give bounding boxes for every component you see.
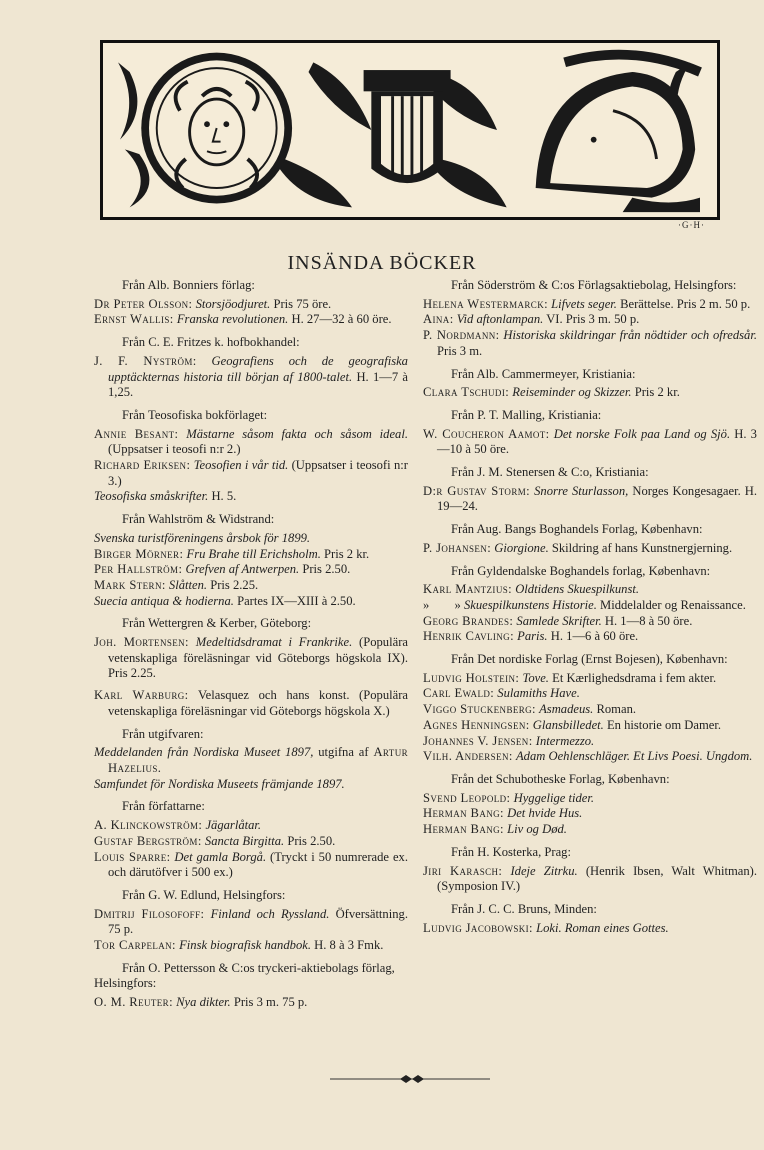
- book-entry: [94, 547, 408, 563]
- author: W. Coucheron Aamot:: [423, 426, 550, 441]
- book-title: Reiseminder og Skizzer.: [512, 385, 632, 400]
- book-details: utgifna af: [318, 745, 369, 760]
- page-title: INSÄNDA BÖCKER: [287, 252, 477, 274]
- book-details: Pris 2.25.: [210, 577, 259, 592]
- publisher-heading: Från Söderström & C:os Förlagsaktiebolag, Helsingfors:: [451, 278, 737, 292]
- book-details: Pris 3 m. 75 p.: [233, 995, 308, 1010]
- book-entry: [423, 822, 757, 838]
- author: Tor Carpelan:: [94, 938, 176, 953]
- book-entry: [423, 686, 757, 702]
- book-title: Meddelanden från Nordiska Museet 1897,: [94, 745, 314, 760]
- author: Ernst Wallis:: [94, 312, 174, 327]
- book-entry: [423, 312, 757, 328]
- book-entry: [94, 938, 408, 954]
- book-entry: [94, 777, 408, 793]
- book-title: Lifvets seger.: [551, 296, 617, 311]
- book-entry: [94, 354, 408, 401]
- publisher-heading: Från utgifvaren:: [122, 726, 204, 741]
- book-entry: [94, 818, 408, 834]
- author: P. Nordmann:: [423, 328, 500, 343]
- book-title: Det hvide Hus.: [507, 806, 583, 821]
- book-entry: [94, 850, 408, 881]
- book-entry: [94, 562, 408, 578]
- author: Dr Peter Olsson:: [94, 296, 193, 311]
- author: Karl Warburg:: [94, 688, 189, 703]
- book-details: H. 1—7 à 1,25.: [108, 369, 408, 400]
- book-entry: [94, 458, 408, 489]
- banner-illustration: [103, 43, 717, 217]
- book-details: (Populära vetenskapliga föreläsningar vid Göteborgs högskola IX). Pris 2.25.: [108, 635, 408, 681]
- book-entry: [94, 531, 408, 547]
- publisher-heading: Från det Schubotheske Forlag, København:: [451, 771, 670, 786]
- book-title: Det gamla Borgå.: [174, 849, 267, 864]
- lyre-icon: [364, 70, 451, 183]
- book-title: Fru Brahe till Erichsholm.: [186, 546, 321, 561]
- author: Henrik Cavling:: [423, 629, 514, 644]
- book-title: Finsk biografisk handbok.: [179, 938, 311, 953]
- book-title: Vid aftonlampan.: [456, 312, 544, 327]
- book-details: Partes IX—XIII à 2.50.: [237, 593, 356, 608]
- book-entry: [423, 702, 757, 718]
- publisher-heading: Från Teosofiska bokförlaget:: [122, 407, 268, 422]
- book-title: Sulamiths Have.: [497, 686, 580, 701]
- publisher-heading: Från Aug. Bangs Boghandels Forlag, København:: [451, 522, 703, 537]
- book-details: H. 3—10 à 50 öre.: [437, 426, 757, 457]
- book-title: Skuespilkunstens Historie.: [463, 597, 597, 612]
- publisher-heading: Från P. T. Malling, Kristiania:: [451, 407, 602, 422]
- author: Vilh. Andersen:: [423, 749, 513, 764]
- medusa-shield-icon: [141, 53, 292, 204]
- book-details: H. 1—8 à 50 öre.: [604, 613, 693, 628]
- publisher-heading: Från J. C. C. Bruns, Minden:: [451, 901, 597, 916]
- book-details: En historie om Damer.: [606, 717, 721, 732]
- book-entry: [94, 635, 408, 682]
- book-title: Liv og Død.: [507, 822, 567, 837]
- author: Mark Stern:: [94, 577, 166, 592]
- book-entry: [423, 671, 757, 687]
- book-title: Hyggelige tider.: [513, 790, 595, 805]
- book-title: Paris.: [517, 629, 548, 644]
- book-title: Franska revolutionen.: [176, 312, 289, 327]
- book-entry: [423, 614, 757, 630]
- book-title: Finland och Ryssland.: [210, 906, 330, 921]
- book-entry: [423, 718, 757, 734]
- author: Agnes Henningsen:: [423, 717, 530, 732]
- book-details: Pris 2 kr.: [634, 385, 680, 400]
- book-title: Samfundet för Nordiska Museets främjande 1897.: [94, 776, 345, 791]
- publisher-heading: Från Gyldendalske Boghandels forlag, København:: [451, 563, 711, 578]
- publisher-heading: Från Alb. Bonniers förlag:: [122, 278, 255, 292]
- book-title: Tove.: [522, 670, 549, 685]
- publisher-heading: Från J. M. Stenersen & C:o, Kristiania:: [451, 465, 649, 480]
- book-entry: [423, 297, 757, 313]
- book-entry: [94, 745, 408, 776]
- book-entry: [423, 541, 757, 557]
- book-details: Berättelse. Pris 2 m. 50 p.: [620, 296, 751, 311]
- book-title: Det norske Folk paa Land og Sjö.: [553, 426, 731, 441]
- book-entry: [94, 489, 408, 505]
- book-title: Snorre Sturlasson,: [534, 483, 629, 498]
- book-title: Intermezzo.: [535, 733, 595, 748]
- author: Dmitrij Filosofoff:: [94, 906, 205, 921]
- book-title: Slåtten.: [168, 577, 208, 592]
- author: A. Klinckowström:: [94, 818, 203, 833]
- author: Carl Ewald:: [423, 686, 495, 701]
- book-title: Asmadeus.: [539, 702, 594, 717]
- book-entry: [423, 328, 757, 359]
- book-entry: [423, 864, 757, 895]
- book-details: Öfversättning. 75 p.: [108, 906, 408, 937]
- book-entry: [423, 806, 757, 822]
- publisher-heading: Från Alb. Cammermeyer, Kristiania:: [451, 366, 636, 381]
- book-entry: [94, 427, 408, 458]
- author: D:r Gustav Storm:: [423, 483, 531, 498]
- book-details: Skildring af hans Kunstnergjerning.: [551, 540, 733, 555]
- author: Ludvig Holstein:: [423, 670, 520, 685]
- book-entry: [423, 598, 757, 614]
- book-entry: [94, 834, 408, 850]
- book-details: Norges Kongesagaer. H. 19—24.: [437, 483, 758, 514]
- book-title: Samlede Skrifter.: [516, 613, 602, 628]
- book-entry: [423, 582, 757, 598]
- book-details: Middelalder og Renaissance.: [600, 597, 746, 612]
- book-title: Ideje Zitrku.: [510, 863, 578, 878]
- book-title: Teosofien i vår tid.: [193, 458, 289, 473]
- publisher-heading: Från Det nordiske Forlag (Ernst Bojesen), København:: [451, 652, 728, 667]
- book-entry: [94, 594, 408, 610]
- book-entry: [94, 688, 408, 719]
- book-entry: [94, 312, 408, 328]
- author: Joh. Mortensen:: [94, 635, 189, 650]
- book-entry: [423, 385, 757, 401]
- book-details: H. 8 à 3 Fmk.: [314, 938, 384, 953]
- book-details: (Uppsatser i teosofi n:r 3.): [108, 458, 408, 488]
- author: Birger Mörner:: [94, 546, 184, 561]
- book-details: H. 1—6 à 60 öre.: [550, 629, 639, 644]
- book-details: Pris 3 m.: [437, 343, 483, 358]
- book-details: H. 5.: [211, 489, 237, 504]
- book-title: Mästarne såsom fakta och såsom ideal.: [186, 426, 408, 441]
- book-details: (Henrik Ibsen, Walt Whitman). (Symposion IV.): [437, 863, 757, 894]
- book-entry: [423, 629, 757, 645]
- book-title: Adam Oehlenschläger. Et Livs Poesi. Ungdom.: [515, 749, 753, 764]
- publisher-heading: Från författarne:: [122, 799, 205, 814]
- publisher-heading: Från G. W. Edlund, Helsingfors:: [122, 887, 286, 902]
- left-column: [94, 278, 408, 1011]
- author: Richard Eriksen:: [94, 458, 191, 473]
- book-entry: [423, 427, 757, 458]
- book-title: Nya dikter.: [176, 995, 231, 1010]
- author: O. M. Reuter:: [94, 995, 173, 1010]
- book-entry: [94, 907, 408, 938]
- book-entry: [423, 921, 757, 937]
- book-details: VI. Pris 3 m. 50 p.: [546, 312, 640, 327]
- author: Karl Mantzius:: [423, 582, 513, 597]
- book-entry: [94, 297, 408, 313]
- book-entry: [423, 484, 757, 515]
- publisher-heading: Från Wahlström & Widstrand:: [122, 512, 275, 527]
- author: Svend Leopold:: [423, 790, 511, 805]
- book-details: Velasquez och hans konst. (Populära vetenskapliga föreläsningar vid Göteborgs högskola X.): [108, 688, 409, 718]
- book-details: Et Kærlighedsdrama i fem akter.: [552, 670, 717, 685]
- publisher-heading: Från Wettergren & Kerber, Göteborg:: [122, 616, 312, 631]
- author: Viggo Stuckenberg:: [423, 702, 536, 717]
- book-title: Oldtidens Skuespilkunst.: [515, 582, 640, 597]
- book-details: Roman.: [596, 702, 637, 717]
- author: Aina:: [423, 312, 454, 327]
- book-entry: [423, 734, 757, 750]
- author: Herman Bang:: [423, 822, 504, 837]
- book-entry: [423, 749, 757, 765]
- decorative-banner: [100, 40, 720, 220]
- author: Annie Besant:: [94, 426, 179, 441]
- author: Ludvig Jacobowski:: [423, 920, 533, 935]
- book-title: Svenska turistföreningens årsbok för 1899.: [94, 530, 311, 545]
- book-title: Historiska skildringar från nödtider och ofredsår.: [503, 328, 757, 343]
- book-details: Pris 2.50.: [287, 833, 336, 848]
- end-ornament-icon: [330, 1073, 490, 1085]
- right-column: [423, 278, 757, 936]
- book-details: (Tryckt i 50 numrerade ex. och därutöfver i 500 ex.): [108, 849, 408, 880]
- book-entry: [94, 578, 408, 594]
- author: P. Johansen:: [423, 540, 492, 555]
- author: J. F. Nyström:: [94, 353, 197, 368]
- book-title: Geografiens och de geografiska upptäckternas historia till början af 1800-talet.: [108, 353, 408, 384]
- book-details: Pris 2.50.: [302, 562, 351, 577]
- book-title: Giorgione.: [494, 540, 549, 555]
- ditto-marks: » »: [423, 597, 461, 612]
- artist-signature: ·G·H·: [678, 220, 705, 230]
- author: Johannes V. Jensen:: [423, 733, 533, 748]
- book-entry: [94, 995, 408, 1011]
- author: Georg Brandes:: [423, 613, 514, 628]
- book-details: Pris 75 öre.: [273, 296, 332, 311]
- author: Louis Sparre:: [94, 849, 171, 864]
- book-title: Loki. Roman eines Gottes.: [536, 920, 669, 935]
- publisher-heading: Från O. Pettersson & C:os tryckeri-aktiebolags förlag, Helsingfors:: [94, 960, 395, 991]
- publisher-heading: Från H. Kosterka, Prag:: [451, 844, 571, 859]
- book-details: H. 27—32 à 60 öre.: [291, 312, 392, 327]
- book-title: Glansbilledet.: [532, 717, 604, 732]
- book-details: (Uppsatser i teosofi n:r 2.): [108, 442, 241, 457]
- author: Clara Tschudi:: [423, 385, 510, 400]
- book-title: Teosofiska småskrifter.: [94, 489, 209, 504]
- author: Herman Bang:: [423, 806, 504, 821]
- book-entry: [423, 791, 757, 807]
- book-title: Medeltidsdramat i Frankrike.: [195, 635, 353, 650]
- book-title: Suecia antiqua & hodierna.: [94, 593, 234, 608]
- book-title: Storsjöodjuret.: [195, 296, 271, 311]
- book-title: Grefven af Antwerpen.: [185, 562, 300, 577]
- author: Per Hallström:: [94, 562, 183, 577]
- book-title: Sancta Birgitta.: [204, 833, 285, 848]
- book-details: Pris 2 kr.: [324, 546, 370, 561]
- author: Artur Hazelius.: [108, 745, 408, 775]
- publisher-heading: Från C. E. Fritzes k. hofbokhandel:: [122, 335, 300, 350]
- book-title: Jägarlåtar.: [205, 818, 262, 833]
- author: Helena Westermarck:: [423, 296, 549, 311]
- author: Jiri Karasch:: [423, 863, 503, 878]
- author: Gustaf Bergström:: [94, 833, 202, 848]
